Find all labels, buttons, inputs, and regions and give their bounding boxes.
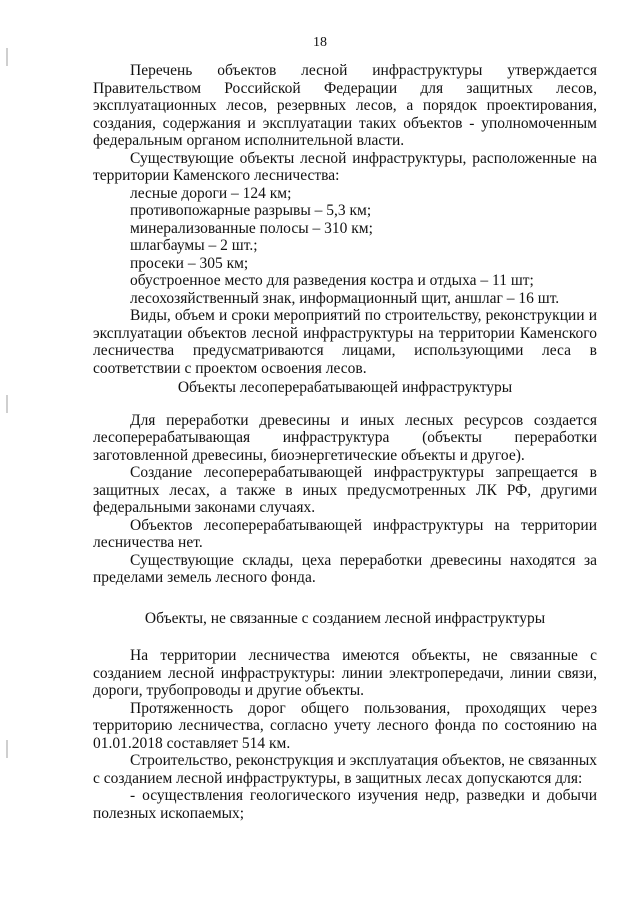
list-item: просеки – 305 км;: [130, 254, 249, 272]
paragraph-wood-processing: Для переработки древесины и иных лесных ресурсов создается лесоперерабатывающая инфраструктура (объекты переработки заготовленной древесины, биоэнергетические объекты и другое).: [93, 411, 597, 464]
paragraph-no-objects: Объектов лесоперерабатывающей инфраструктуры на территории лесничества нет.: [93, 516, 597, 551]
page-number: 18: [313, 35, 327, 50]
paragraph-roads-length: Протяженность дорог общего пользования, проходящих через территорию лесничества, согласно учету лесного фонда по состоянию на 01.01.2018 составляет 514 км.: [93, 699, 597, 752]
list-item: лесные дороги – 124 км;: [130, 184, 292, 202]
list-item: шлагбаумы – 2 шт.;: [130, 237, 258, 254]
paragraph-warehouses: Существующие склады, цеха переработки древесины находятся за пределами земель лесного фонда.: [93, 551, 597, 586]
paragraph-infrastructure-list-approval: Перечень объектов лесной инфраструктуры утверждается Правительством Российской Федерации для защитных лесов, эксплуатационных лесов, резервных лесов, а порядок проектирования, создания, содержания и эксплуатации таких объектов - уполномоченным федеральным органом исполнительной власти.: [93, 62, 597, 149]
list-item: лесохозяйственный знак, информационный щит, аншлаг – 16 шт.: [130, 289, 560, 307]
scan-margin-mark: [6, 395, 8, 413]
paragraph-geological-study: - осуществления геологического изучения недр, разведки и добычи полезных ископаемых;: [93, 787, 597, 822]
section-heading-non-infrastructure: Объекты, не связанные с созданием лесной инфраструктуры: [144, 609, 546, 627]
paragraph-existing-objects-intro: Существующие объекты лесной инфраструктуры, расположенные на территории Каменского лесничества:: [93, 149, 597, 184]
section-heading-wood-processing: Объекты лесоперерабатывающей инфраструктуры: [177, 379, 513, 396]
list-item: противопожарные разрывы – 5,3 км;: [130, 202, 372, 219]
document-body: [93, 62, 597, 822]
existing-objects-list: [93, 185, 597, 308]
list-item: минерализованные полосы – 310 км;: [130, 219, 373, 237]
paragraph-prohibition: Создание лесоперерабатывающей инфраструктуры запрещается в защитных лесах, а также в иных предусмотренных ЛК РФ, другими федеральными законами случаях.: [93, 464, 597, 516]
paragraph-other-objects: На территории лесничества имеются объекты, не связанные с созданием лесной инфраструктуры: линии электропередачи, линии связи, дороги, трубопроводы и другие объекты.: [93, 647, 597, 699]
paragraph-construction-allowed: Строительство, реконструкция и эксплуатация объектов, не связанных с созданием лесной инфраструктуры, в защитных лесах допускаются для:: [93, 752, 597, 787]
scan-margin-mark: [6, 740, 8, 758]
paragraph-activities: Виды, объем и сроки мероприятий по строительству, реконструкции и эксплуатации объектов лесной инфраструктуры на территории Каменского лесничества предусматриваются лицами, использующими леса в соответствии с проектом освоения лесов.: [93, 307, 597, 377]
list-item: обустроенное место для разведения костра и отдыха – 11 шт;: [130, 272, 534, 289]
